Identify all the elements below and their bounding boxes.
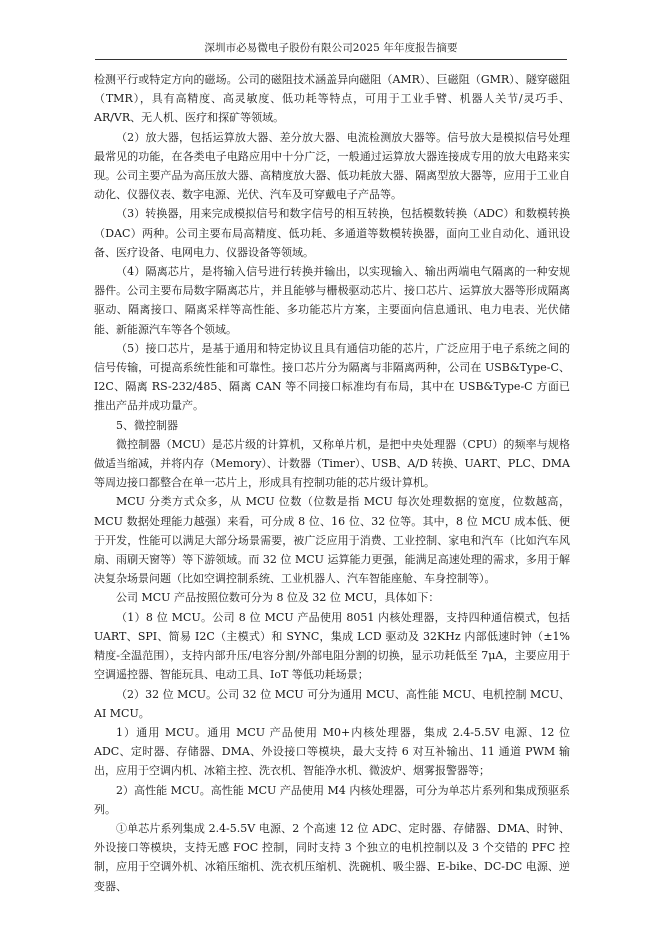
paragraph-mcu-classification: MCU 分类方式众多，从 MCU 位数（位数是指 MCU 每次处理数据的宽度，位数越高，MCU 数据处理能力越强）来看，可分成 8 位、16 位、32 位等。其中，8 位 MCU 成本低、便于开发，性能可以满足大部分场景需要，被广泛应用于消费、工业控制、家电和汽车（比如汽车风扇、雨刷天窗等）等下游领域。而 32 位 MCU 运算能力更强，能满足高速处理的需求，多用于解决复杂场景问题（比如空调控制系统、工业机器人、汽车智能座舱、车身控制等）。 (94, 495, 570, 586)
paragraph-isolation-chip: （4）隔离芯片，是将输入信号进行转换并输出，以实现输入、输出两端电气隔离的一种安规器件。公司主要布局数字隔离芯片，并且能够与栅极驱动芯片、接口芯片、运算放大器等形成隔离驱动、隔离接口、隔离采样等高性能、多功能芯片方案，主要面向信息通讯、电力电表、光伏储能、新能源汽车等各个领域。 (94, 265, 570, 336)
paragraph-magnetoresistance: 检测平行或特定方向的磁场。公司的磁阻技术涵盖异向磁阻（AMR）、巨磁阻（GMR）、隧穿磁阻（TMR），具有高精度、高灵敏度、低功耗等特点，可用于工业手臂、机器人关节/灵巧手、AR/VR、无人机、医疗和探矿等领域。 (94, 73, 570, 125)
document-body (94, 70, 570, 896)
page-header: 深圳市必易微电子股份有限公司2025 年年度报告摘要 (95, 41, 567, 60)
paragraph-single-chip-series: ①单芯片系列集成 2.4-5.5V 电源、2 个高速 12 位 ADC、定时器、存储器、DMA、时钟、外设接口等模块，支持无感 FOC 控制，同时支持 3 个独立的电机控制以及 3 个交错的 PFC 控制，应用于空调外机、冰箱压缩机、洗衣机压缩机、洗碗机、吸尘器、E-bike、DC-DC 电源、逆变器、 (94, 821, 570, 893)
paragraph-converter: （3）转换器，用来完成模拟信号和数字信号的相互转换，包括模数转换（ADC）和数模转换（DAC）两种。公司主要布局高精度、低功耗、多通道等数模转换器，面向工业自动化、通讯设备、医疗设备、电网电力、仪器设备等领域。 (94, 207, 570, 259)
paragraph-32bit-mcu: （2）32 位 MCU。公司 32 位 MCU 可分为通用 MCU、高性能 MCU、电机控制 MCU、AI MCU。 (94, 687, 570, 720)
paragraph-mcu-definition: 微控制器（MCU）是芯片级的计算机，又称单片机，是把中央处理器（CPU）的频率与规格做适当缩减，并将内存（Memory）、计数器（Timer）、USB、A/D 转换、UART、PLC、DMA 等周边接口都整合在单一芯片上，形成具有控制功能的芯片级计算机。 (94, 437, 570, 490)
paragraph-interface-chip: （5）接口芯片，是基于通用和特定协议且具有通信功能的芯片，广泛应用于电子系统之间的信号传输，可提高系统性能和可靠性。接口芯片分为隔离与非隔离两种，公司在 USB&Type-C、I2C、隔离 RS-232/485、隔离 CAN 等不同接口标准均有布局，其中在 USB&Type-C 方面已推出产品并成功量产。 (94, 341, 570, 413)
section-heading-mcu: 5、微控制器 (116, 418, 178, 432)
paragraph-general-mcu: 1）通用 MCU。通用 MCU 产品使用 M0+内核处理器，集成 2.4-5.5V 电源、12 位 ADC、定时器、存储器、DMA、外设接口等模块，最大支持 6 对互补输出、11 通道 PWM 输出，应用于空调内机、冰箱主控、洗衣机、智能净水机、微波炉、烟雾报警器等； (94, 725, 570, 778)
paragraph-amplifier: （2）放大器，包括运算放大器、差分放大器、电流检测放大器等。信号放大是模拟信号处理最常见的功能，在各类电子电路应用中十分广泛，一般通过运算放大器连接成专用的放大电路来实现。公司主要产品为高压放大器、高精度放大器、低功耗放大器、隔离型放大器等，应用于工业自动化、仪器仪表、数字电源、光伏、汽车及可穿戴电子产品等。 (94, 130, 570, 202)
paragraph-high-performance-mcu: 2）高性能 MCU。高性能 MCU 产品使用 M4 内核处理器，可分为单芯片系列和集成预驱系列。 (94, 783, 570, 816)
paragraph-mcu-products: 公司 MCU 产品按照位数可分为 8 位及 32 位 MCU，具体如下： (116, 591, 440, 605)
paragraph-8bit-mcu: （1）8 位 MCU。公司 8 位 MCU 产品使用 8051 内核处理器，支持四种通信模式，包括 UART、SPI、简易 I2C（主模式）和 SYNC，集成 LCD 驱动及 32KHz 内部低速时钟（±1%精度-全温范围），支持内部升压/电容分割/外部电阻分割的切换，显示功耗低至 7μA，主要应用于空调遥控器、智能玩具、电动工具、IoT 等低功耗场景； (94, 610, 570, 682)
